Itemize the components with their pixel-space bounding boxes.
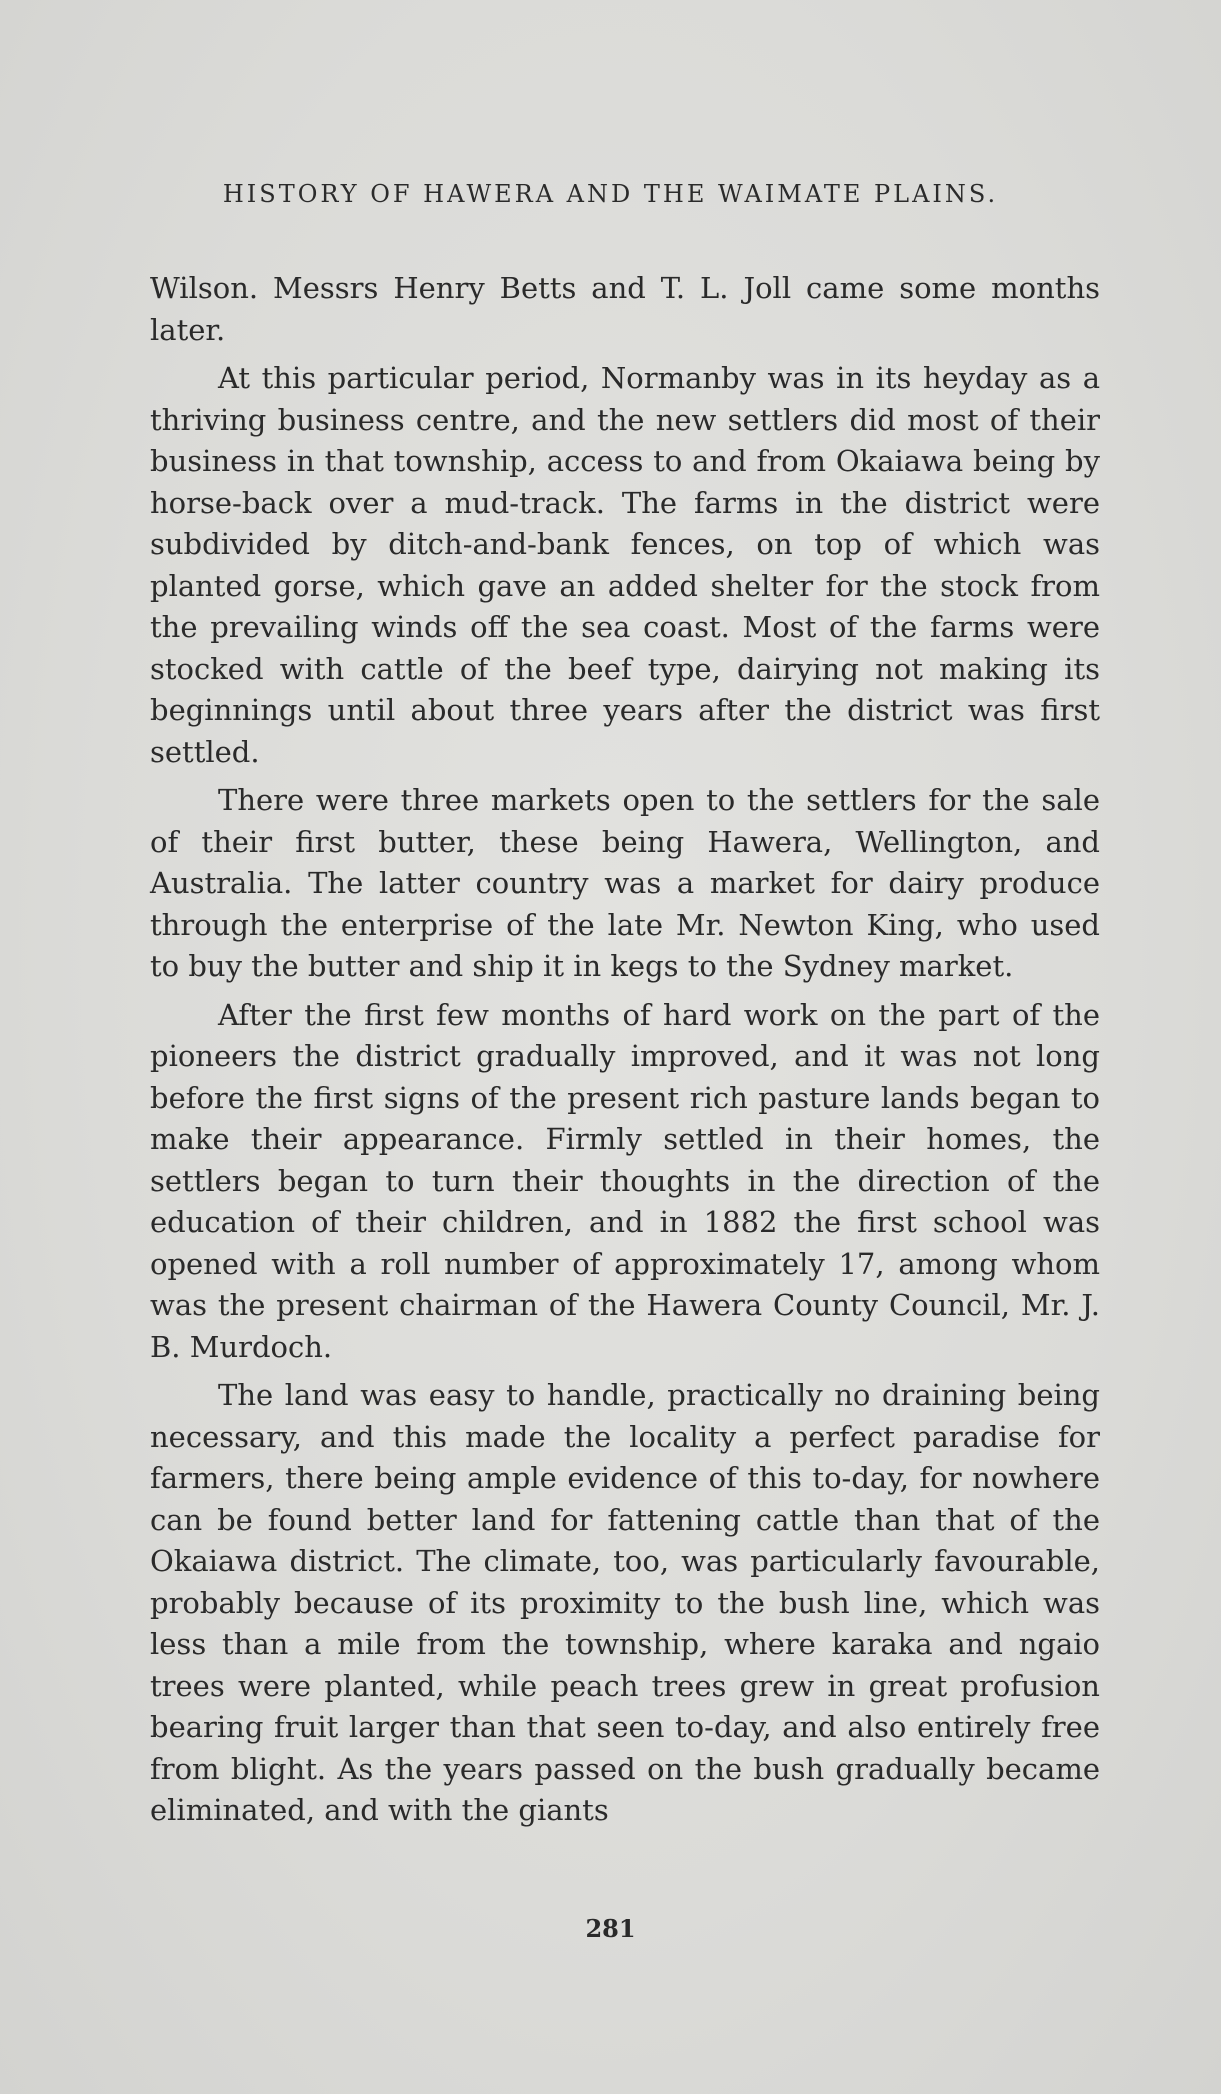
paragraph-pioneers: After the first few months of hard work on the part of the pioneers the district gradually improved, and it was not long before the first signs of the present rich pasture lands began to make their appearance. Firmly settled in their homes, the settlers began to turn their thoughts in the direction of the education of their children, and in 1882 the first school was opened with a roll number of approximately 17, among whom was the present chairman of the Hawera County Council, Mr. J. B. Murdoch.	[150, 997, 1100, 1364]
paragraph-normanby: At this particular period, Normanby was in its heyday as a thriving business centre, and the new settlers did most of their business in that township, access to and from Okaiawa being by horse-back over a mud-track. The farms in the district were subdivided by ditch-and-bank fences, on top of which was planted gorse, which gave an added shelter for the stock from the prevailing winds off the sea coast. Most of the farms were stocked with cattle of the beef type, dairying not making its beginnings until about three years after the district was first settled.	[150, 361, 1100, 769]
running-head: HISTORY OF HAWERA AND THE WAIMATE PLAINS.	[222, 180, 999, 208]
body-text	[150, 268, 1100, 1839]
paragraph-continued: Wilson. Messrs Henry Betts and T. L. Joll came some months later.	[150, 271, 1100, 347]
paragraph-markets: There were three markets open to the settlers for the sale of their first butter, these being Hawera, Wellington, and Australia. The latter country was a market for dairy produce through the enterprise of the late Mr. Newton King, who used to buy the butter and ship it in kegs to the Sydney market.	[150, 783, 1100, 983]
page-number: 281	[585, 1914, 636, 1943]
paragraph-land: The land was easy to handle, practically no draining being necessary, and this made the locality a perfect paradise for farmers, there being ample evidence of this to-day, for nowhere can be found better land for fattening cattle than that of the Okaiawa district. The climate, too, was particularly favourable, probably because of its proximity to the bush line, which was less than a mile from the township, where karaka and ngaio trees were planted, while peach trees grew in great profusion bearing fruit larger than that seen to-day, and also entirely free from blight. As the years passed on the bush gradually became eliminated, and with the giants	[150, 1378, 1100, 1827]
